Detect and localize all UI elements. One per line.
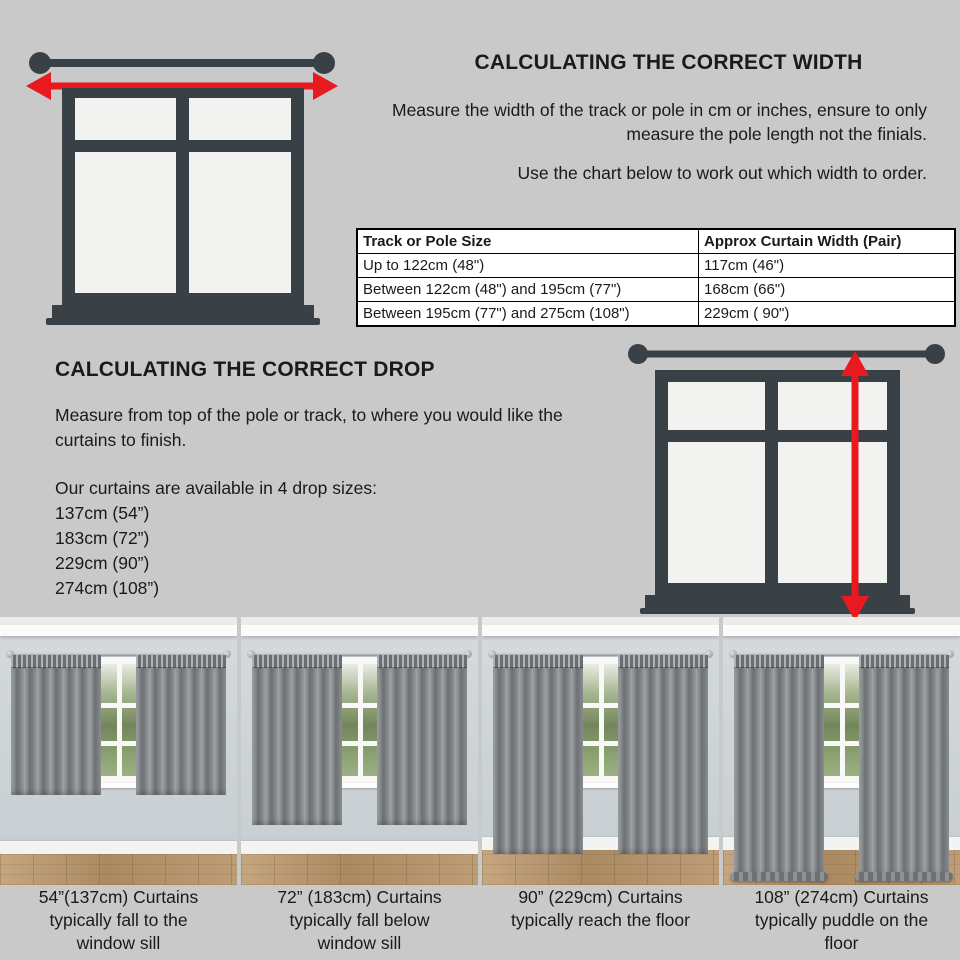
crown-molding [0,625,237,636]
curtain-pole-icon [29,52,335,74]
table-row [357,278,955,302]
drop-size-item: 137cm (54”) [55,503,150,523]
skirting-board [0,841,237,854]
drop-size-item: 183cm (72”) [55,528,150,548]
drop-sizes-list [55,476,600,601]
drop-arrow-icon [841,351,869,621]
curtain-panel-left [493,655,583,854]
curtain-width-cell: 229cm ( 90") [699,302,956,327]
curtain-pole-icon [628,344,945,364]
drop-section-title: CALCULATING THE CORRECT DROP [55,358,435,381]
pole-size-cell: Up to 122cm (48") [357,254,699,278]
photo-curtain-drop-54 [0,617,237,885]
width-arrow-icon [26,72,338,100]
curtain-panel-right [618,655,708,854]
curtain-panel-left [252,655,342,825]
photo-captions [0,886,960,955]
curtain-panel-right [859,655,949,877]
wood-floor [241,854,478,885]
drop-instruction-text: Measure from top of the pole or track, to where you would like the curtains to finish. [55,405,563,450]
table-row [357,254,955,278]
window-illustration [46,88,320,325]
curtain-width-cell: 117cm (46") [699,254,956,278]
wood-floor [0,854,237,885]
pole-size-cell: Between 195cm (77") and 275cm (108") [357,302,699,327]
curtain-panel-right [377,655,467,825]
window-illustration [640,370,915,614]
crown-molding [241,625,478,636]
curtain-width-cell: 168cm (66") [699,278,956,302]
table-row [357,302,955,327]
pole-size-cell: Between 122cm (48") and 195cm (77") [357,278,699,302]
drop-size-item: 229cm (90”) [55,553,150,573]
column-header-pole-size: Track or Pole Size [357,229,699,254]
drop-measure-diagram [618,338,960,628]
drop-sizes-intro: Our curtains are available in 4 drop sizes: [55,478,377,498]
width-chart-hint-text: Use the chart below to work out which width to order. [517,163,927,183]
curtain-panel-right [136,655,226,795]
photo-caption-108: 108” (274cm) Curtains typically puddle on the floor [754,887,929,953]
table-header-row [357,229,955,254]
photo-caption-90: 90” (229cm) Curtains typically reach the floor [511,887,690,930]
ceiling [723,617,960,625]
photo-caption-54: 54”(137cm) Curtains typically fall to the window sill [38,887,199,953]
curtain-panel-left [11,655,101,795]
width-section-title: CALCULATING THE CORRECT WIDTH [474,51,863,74]
width-instruction-text: Measure the width of the track or pole in cm or inches, ensure to only measure the pole length not the finials. [392,100,927,144]
ceiling [482,617,719,625]
skirting-board [241,841,478,854]
curtain-width-table [356,228,956,327]
curtain-panel-left [734,655,824,877]
wood-floor [482,850,719,885]
photo-curtain-drop-90 [482,617,719,885]
column-header-curtain-width: Approx Curtain Width (Pair) [699,229,956,254]
ceiling [241,617,478,625]
photo-caption-72: 72” (183cm) Curtains typically fall below window sill [277,887,442,953]
crown-molding [723,625,960,636]
width-measure-diagram [22,46,342,331]
photo-curtain-drop-72 [241,617,478,885]
crown-molding [482,625,719,636]
photo-curtain-drop-108 [723,617,960,885]
drop-example-photos [0,617,960,885]
drop-size-item: 274cm (108”) [55,578,160,598]
ceiling [0,617,237,625]
